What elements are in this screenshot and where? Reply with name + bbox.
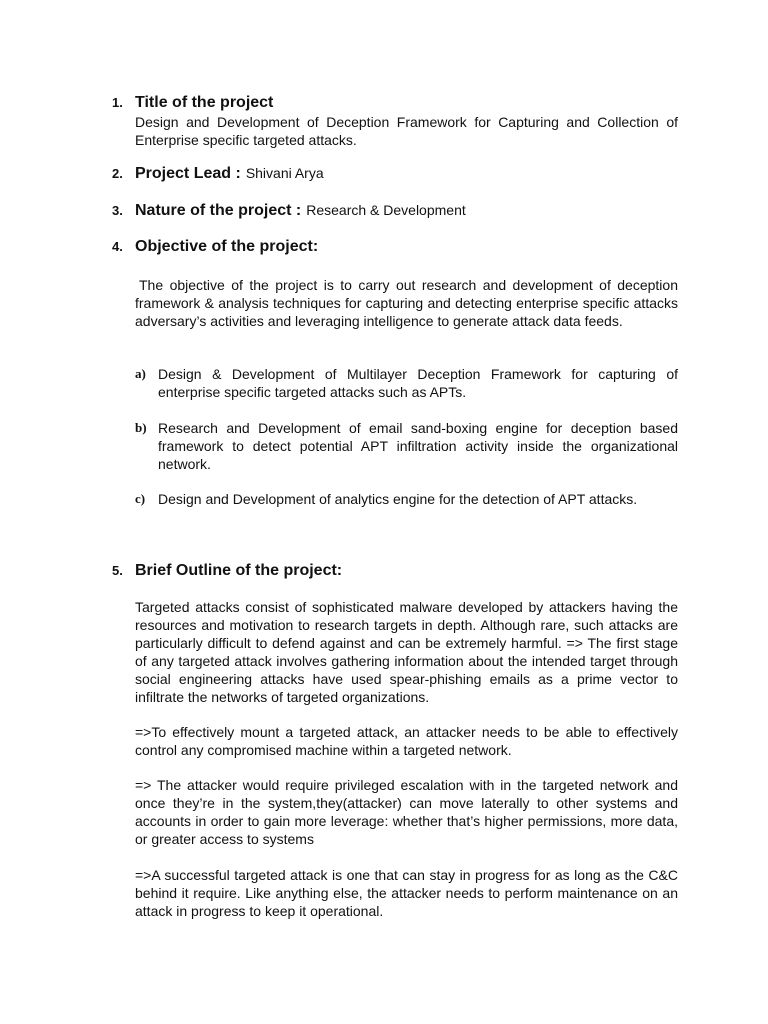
list-marker: a)	[135, 366, 146, 381]
list-item-text: Research and Development of email sand-boxing engine for deception based framework to detect potential APT infiltration activity inside the organizational network.	[158, 420, 678, 472]
list-item-text: Design and Development of analytics engine for the detection of APT attacks.	[158, 491, 638, 507]
outline-paragraph: => The attacker would require privileged escalation with in the targeted network and once they’re in the system,they(attacker) can move laterally to other systems and accounts in order to gain more leverage: whether that’s higher permissions, more data, or greater access to systems	[135, 777, 678, 847]
section-title	[112, 94, 678, 149]
section-heading: Brief Outline of the project:	[135, 562, 343, 579]
project-nature-value: Research & Development	[306, 202, 466, 218]
list-item-text: Design & Development of Multilayer Deception Framework for capturing of enterprise specific targeted attacks such as APTs.	[158, 366, 678, 400]
section-nature	[112, 202, 678, 220]
outline-paragraph: =>A successful targeted attack is one that can stay in progress for as long as the C&C behind it require. Like anything else, the attacker needs to perform maintenance on an attack in progress to keep it operational.	[135, 867, 678, 919]
section-number: 4.	[112, 239, 123, 254]
section-objective	[112, 238, 678, 256]
section-heading: Nature of the project :	[135, 202, 302, 219]
section-project-lead	[112, 165, 678, 183]
section-brief-outline	[112, 562, 678, 580]
section-heading: Project Lead :	[135, 165, 241, 182]
project-title-text: Design and Development of Deception Framework for Capturing and Collection of Enterprise specific targeted attacks.	[135, 114, 678, 148]
section-number: 1.	[112, 95, 123, 110]
outline-paragraph: Targeted attacks consist of sophisticated malware developed by attackers having the resources and motivation to research targets in depth. Although rare, such attacks are particularly difficult to defend against and can be extremely harmful. => The first stage of any targeted attack involves gathering information about the intended target through social engineering attacks have used spear-phishing emails as a prime vector to infiltrate the networks of targeted organizations.	[135, 599, 678, 705]
section-number: 2.	[112, 166, 123, 181]
project-lead-value: Shivani Arya	[245, 165, 324, 181]
section-number: 5.	[112, 563, 123, 578]
section-heading: Objective of the project:	[135, 238, 319, 255]
section-number: 3.	[112, 203, 123, 218]
objective-item-b	[135, 419, 678, 473]
section-heading: Title of the project	[135, 94, 274, 111]
objective-item-c	[135, 490, 678, 508]
outline-paragraph: =>To effectively mount a targeted attack, an attacker needs to be able to effectively control any compromised machine within a targeted network.	[135, 724, 678, 758]
objective-item-a	[135, 365, 678, 401]
objective-intro-paragraph: The objective of the project is to carry out research and development of deception framework & analysis techniques for capturing and detecting enterprise specific attacks adversary’s activities and leveraging intelligence to generate attack data feeds.	[135, 277, 678, 329]
list-marker: c)	[135, 491, 146, 506]
list-marker: b)	[135, 420, 147, 435]
